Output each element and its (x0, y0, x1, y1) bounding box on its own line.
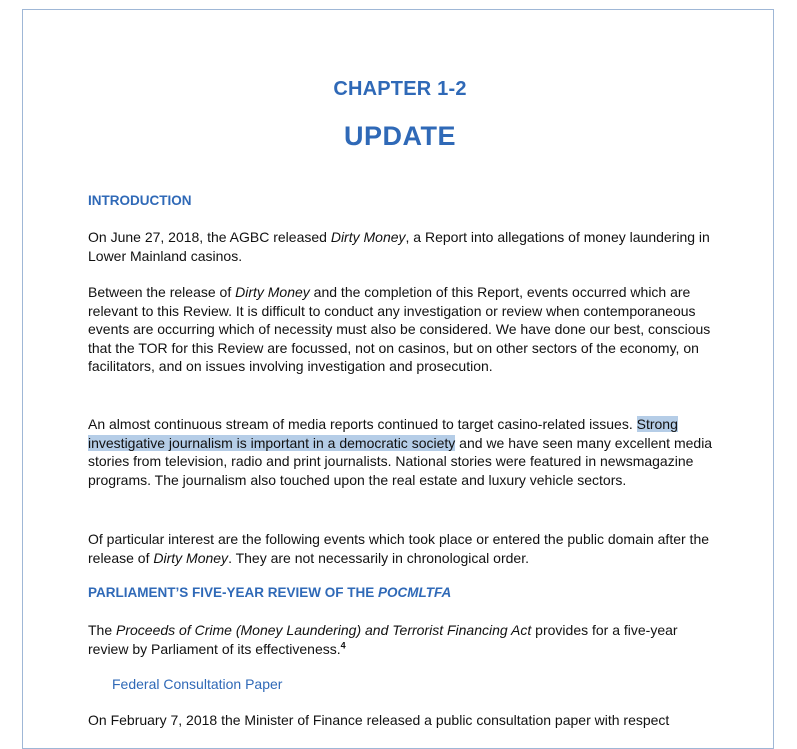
chapter-label: CHAPTER 1-2 (333, 78, 467, 100)
italic-title: Dirty Money (235, 284, 310, 300)
text-run: An almost continuous stream of media reports continued to target casino-related issues. (88, 416, 637, 432)
paragraph-3 (88, 415, 716, 489)
paragraph-5 (88, 621, 716, 658)
footnote-marker[interactable]: 4 (340, 639, 346, 650)
text-run: Of particular interest are the following events which took place or entered the public domain after the release of (88, 531, 710, 566)
paragraph-6: On February 7, 2018 the Minister of Finance released a public consultation paper with respect (88, 712, 670, 728)
italic-title: Dirty Money (330, 229, 406, 245)
text-run: , a Report into allegations of money laundering in Lower Mainland casinos. (88, 229, 710, 264)
text-run: Between the release of (88, 284, 236, 300)
paragraph-1 (88, 228, 716, 265)
highlighted-selection[interactable]: Strong investigative journalism is important in a democratic society (88, 416, 678, 451)
section-heading-parliament (88, 585, 451, 600)
document-page (22, 9, 774, 749)
subsection-heading-federal-consultation: Federal Consultation Paper (112, 676, 283, 692)
heading-text: PARLIAMENT’S FIVE-YEAR REVIEW OF THE (88, 585, 379, 600)
text-run: On June 27, 2018, the AGBC released (88, 229, 331, 245)
text-run: provides for a five-year review by Parliament of its effectiveness. (88, 622, 678, 657)
text-run: The (88, 622, 117, 638)
text-run: and the completion of this Report, events occurred which are relevant to this Review. It is difficult to conduct any investigation or review when contemporaneous events are occurring which of necessity must also be considered. We have done our best, conscious that the TOR for this Review are focussed, not on casinos, but on other sectors of the economy, on facilitators, and on issues involving investigation and prosecution. (88, 284, 711, 374)
chapter-title: UPDATE (343, 121, 456, 151)
text-run: . They are not necessarily in chronological order. (228, 549, 529, 566)
section-heading-introduction: INTRODUCTION (88, 193, 192, 208)
heading-italic-acronym: POCMLTFA (378, 585, 452, 600)
text-run: and we have seen many excellent media stories from television, radio and print journalists. National stories were featured in newsmagazine programs. The journalism also touched upon the real estate and luxury vehicle sectors. (88, 434, 713, 488)
italic-act-title: Proceeds of Crime (Money Laundering) and Terrorist Financing Act (116, 622, 532, 638)
paragraph-2 (88, 283, 716, 376)
paragraph-4 (88, 530, 716, 567)
italic-title: Dirty Money (153, 549, 229, 566)
